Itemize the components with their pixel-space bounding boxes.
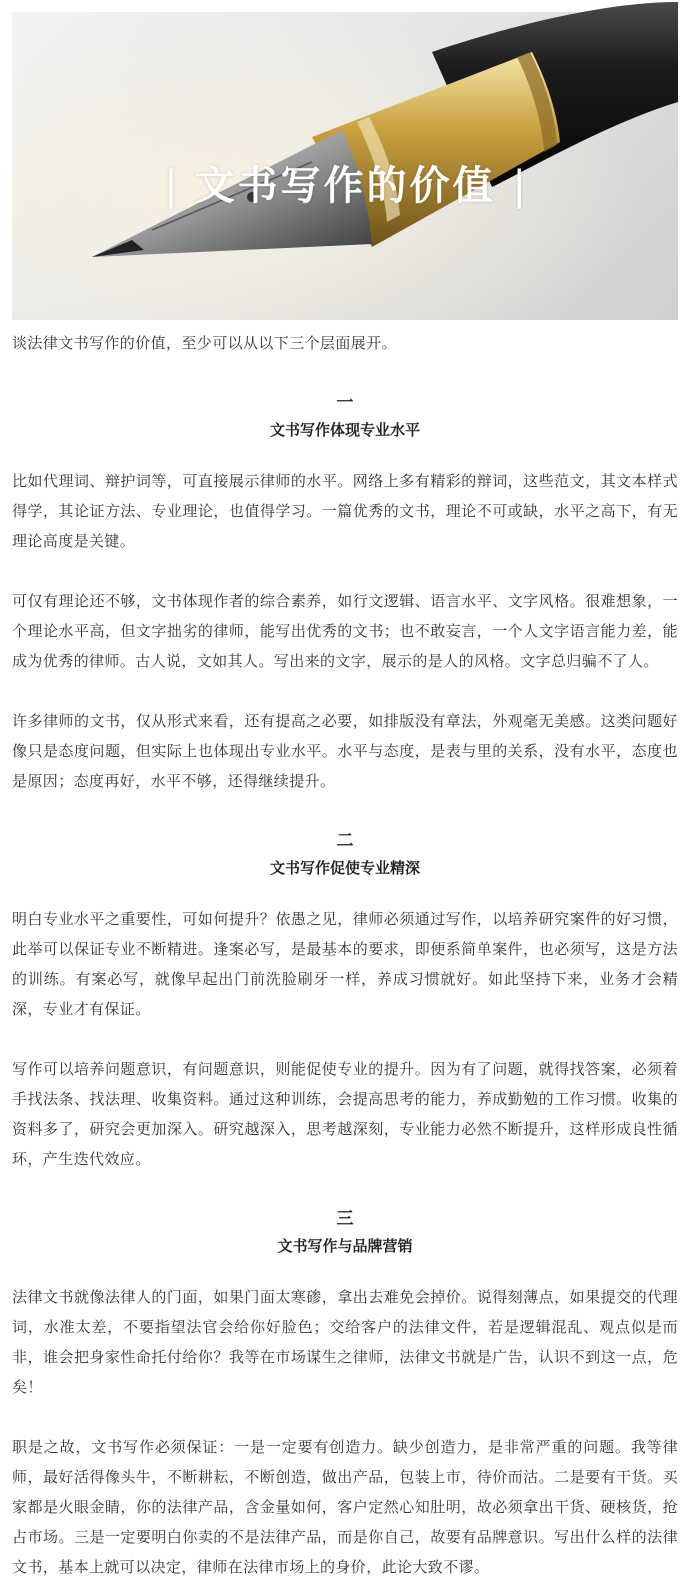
section-2-paragraph-2: 写作可以培养问题意识，有问题意识，则能促使专业的提升。因为有了问题，就得找答案，必须着手找法条、找法理、收集资料。通过这种训练，会提高思考的能力，养成勤勉的工作习惯。收集的资料多了，研究会更加深入。研究越深入，思考越深刻，专业能力必然不断提升，这样形成良性循环，产生迭代效应。 <box>12 1060 678 1168</box>
section-1-paragraph-3: 许多律师的文书，仅从形式来看，还有提高之必要，如排版没有章法，外观毫无美感。这类问题好像只是态度问题，但实际上也体现出专业水平。水平与态度，是表与里的关系，没有水平，态度也是原因；态度再好，水平不够，还得继续提升。 <box>12 712 678 790</box>
section-1-paragraph-2: 可仅有理论还不够，文书体现作者的综合素养，如行文逻辑、语言水平、文字风格。很难想象，一个理论水平高，但文字拙劣的律师，能写出优秀的文书；也不敢妄言，一个人文字语言能力差，能成为优秀的律师。古人说，文如其人。写出来的文字，展示的是人的风格。文字总归骗不了人。 <box>12 592 678 670</box>
section-3-number: 三 <box>336 1209 354 1229</box>
section-1-paragraph-1: 比如代理词、辩护词等，可直接展示律师的水平。网络上多有精彩的辩词，这些范文，其文本样式得学，其论证方法、专业理论，也值得学习。一篇优秀的文书，理论不可或缺，水平之高下，有无理论高度是关键。 <box>12 472 678 550</box>
section-1-number: 一 <box>336 393 354 413</box>
section-2-paragraph-1: 明白专业水平之重要性，可如何提升？依愚之见，律师必须通过写作，以培养研究案件的好习惯，此举可以保证专业不断精进。逢案必写，是最基本的要求，即便系简单案件，也必须写，这是方法的训练。有案必写，就像早起出门前洗脸刷牙一样，养成习惯就好。如此坚持下来，业务才会精深，专业才有保证。 <box>12 910 678 1018</box>
title-bar-left: | <box>164 163 178 209</box>
section-2-number: 二 <box>336 831 354 851</box>
hero-title-text: 文书写作的价值 <box>194 163 496 209</box>
section-1-title: 文书写作体现专业水平 <box>269 421 420 439</box>
hero-title <box>12 146 678 226</box>
section-1-heading <box>12 390 678 444</box>
section-3-heading <box>12 1206 678 1260</box>
section-3-paragraph-1: 法律文书就像法律人的门面，如果门面太寒碜，拿出去难免会掉价。说得刻薄点，如果提交的代理词，水准太差，不要指望法官会给你好脸色；交给客户的法律文件，若是逻辑混乱、观点似是而非，谁会把身家性命托付给你？我等在市场谋生之律师，法律文书就是广告，认识不到这一点，危矣！ <box>12 1288 678 1396</box>
title-bar-right: | <box>512 163 526 209</box>
section-2-heading <box>12 828 678 882</box>
section-3-paragraph-2: 职是之故，文书写作必须保证：一是一定要有创造力。缺少创造力，是非常严重的问题。我等律师，最好活得像头牛，不断耕耘，不断创造，做出产品，包装上市，待价而沽。二是要有干货。买家都是火眼金睛，你的法律产品，含金量如何，客户定然心知肚明，故必须拿出干货、硬核货，抢占市场。三是一定要明白你卖的不是法律产品，而是你自己，故要有品牌意识。写出什么样的法律文书，基本上就可以决定，律师在法律市场上的身价，此论大致不谬。 <box>12 1438 678 1576</box>
article-body <box>12 320 678 1582</box>
hero-banner <box>12 12 678 320</box>
intro-paragraph: 谈法律文书写作的价值，至少可以从以下三个层面展开。 <box>12 334 398 352</box>
section-3-title: 文书写作与品牌营销 <box>277 1237 413 1255</box>
section-2-title: 文书写作促使专业精深 <box>269 859 420 877</box>
